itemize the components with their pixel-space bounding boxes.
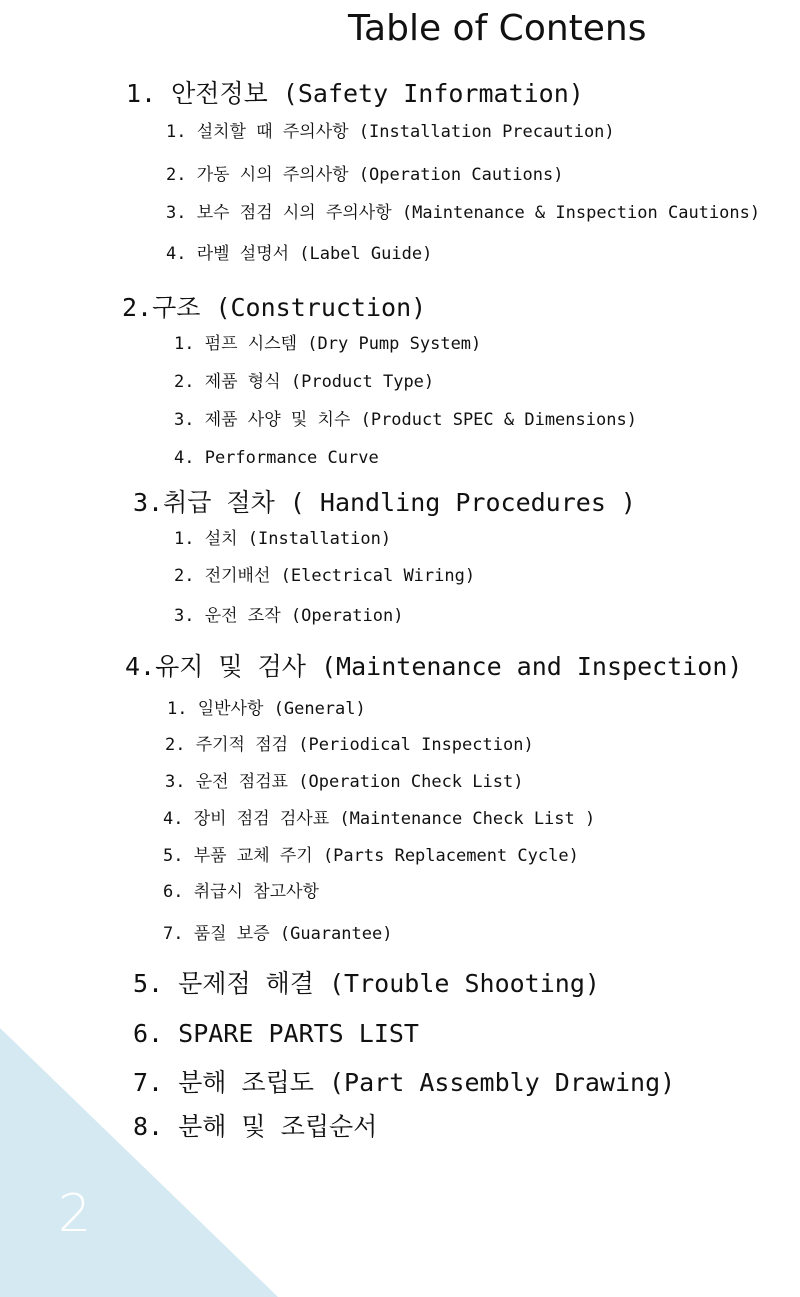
toc-item-1-1: 1. 설치할 때 주의사항 (Installation Precaution) — [166, 122, 615, 142]
toc-item-4-2: 2. 주기적 점검 (Periodical Inspection) — [165, 735, 534, 755]
page-title: Table of Contens — [348, 8, 647, 49]
toc-item-3-2: 2. 전기배선 (Electrical Wiring) — [174, 566, 476, 586]
toc-item-4-7: 7. 품질 보증 (Guarantee) — [163, 924, 393, 944]
toc-item-1-2: 2. 가동 시의 주의사항 (Operation Cautions) — [166, 165, 564, 185]
toc-item-2-3: 3. 제품 사양 및 치수 (Product SPEC & Dimensions) — [174, 410, 637, 430]
toc-item-4-4: 4. 장비 점검 검사표 (Maintenance Check List ) — [163, 809, 596, 829]
toc-section-1-heading: 1. 안전정보 (Safety Information) — [126, 79, 584, 108]
toc-section-8-heading: 8. 분해 및 조립순서 — [133, 1112, 378, 1141]
toc-item-4-5: 5. 부품 교체 주기 (Parts Replacement Cycle) — [163, 846, 579, 866]
toc-section-3-heading: 3.취급 절차 ( Handling Procedures ) — [133, 488, 636, 517]
toc-item-4-6: 6. 취급시 참고사항 — [163, 882, 319, 902]
toc-item-4-1: 1. 일반사항 (General) — [167, 699, 366, 719]
toc-section-5-heading: 5. 문제점 해결 (Trouble Shooting) — [133, 969, 600, 998]
toc-item-4-3: 3. 운전 점검표 (Operation Check List) — [165, 772, 524, 792]
toc-item-1-4: 4. 라벨 설명서 (Label Guide) — [166, 244, 433, 264]
toc-item-2-4: 4. Performance Curve — [174, 448, 379, 468]
toc-item-2-1: 1. 펌프 시스템 (Dry Pump System) — [174, 334, 482, 354]
toc-item-3-3: 3. 운전 조작 (Operation) — [174, 606, 404, 626]
toc-section-7-heading: 7. 분해 조립도 (Part Assembly Drawing) — [133, 1068, 676, 1097]
page-number: 2 — [58, 1184, 92, 1244]
toc-section-6-heading: 6. SPARE PARTS LIST — [133, 1019, 419, 1048]
toc-item-3-1: 1. 설치 (Installation) — [174, 529, 392, 549]
toc-item-2-2: 2. 제품 형식 (Product Type) — [174, 372, 435, 392]
toc-section-4-heading: 4.유지 및 검사 (Maintenance and Inspection) — [125, 652, 743, 681]
toc-section-2-heading: 2.구조 (Construction) — [122, 293, 427, 322]
toc-item-1-3: 3. 보수 점검 시의 주의사항 (Maintenance & Inspection Cautions) — [166, 203, 761, 223]
